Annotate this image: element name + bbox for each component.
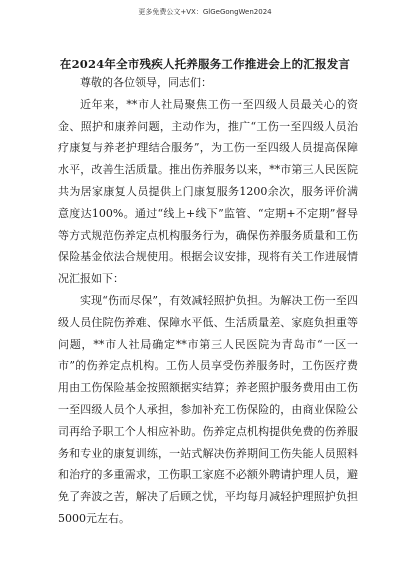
header-note: 更多免费公文+VX：GlGeGongWen2024 [138, 8, 272, 16]
document-body [58, 72, 358, 530]
document-title: 在2024年全市残疾人托养服务工作推进会上的汇报发言 [59, 57, 351, 71]
greeting: 尊敬的各位领导，同志们： [80, 76, 212, 89]
paragraph-1: 近年来，**市人社局聚焦工伤一至四级人员最关心的资金、照护和康养问题，主动作为，推广“工伤一至四级人员治疗康复与养老护理结合服务”，为工伤一至四级人员提高保障水平，改善生活质量。推出伤养服务以来，**市第三人民医院共为居家康复人员提供上门康复服务1200余次，服务评价满意度达100%。通过“线上+线下”监管、“定期+不定期”督导等方式规范伤养定点机构服务行为，确保伤养服务质量和工伤保险基金依法合规使用。根据会议安排，现将有关工作进展情况汇报如下： [58, 97, 358, 286]
paragraph-2: 实现“伤而尽保”，有效减轻照护负担。为解决工伤一至四级人员住院伤养难、保障水平低、生活质量差、家庭负担重等问题，**市人社局确定**市第三人民医院为青岛市“一区一市”的伤养定点机构。工伤人员享受伤养服务时，工伤医疗费用由工伤保险基金按照额据实结算；养老照护服务费用由工伤一至四级人员个人承担，参加补充工伤保险的，由商业保险公司再给予职工个人相应补助。伤养定点机构提供免费的伤养服务和专业的康复训练，一站式解决伤养期间工伤失能人员照料和治疗的多重需求，工伤职工家庭不必额外聘请护理人员，避免了奔波之苦，解决了后顾之忧，平均每月减轻护理照护负担5000元左右。 [58, 293, 358, 525]
